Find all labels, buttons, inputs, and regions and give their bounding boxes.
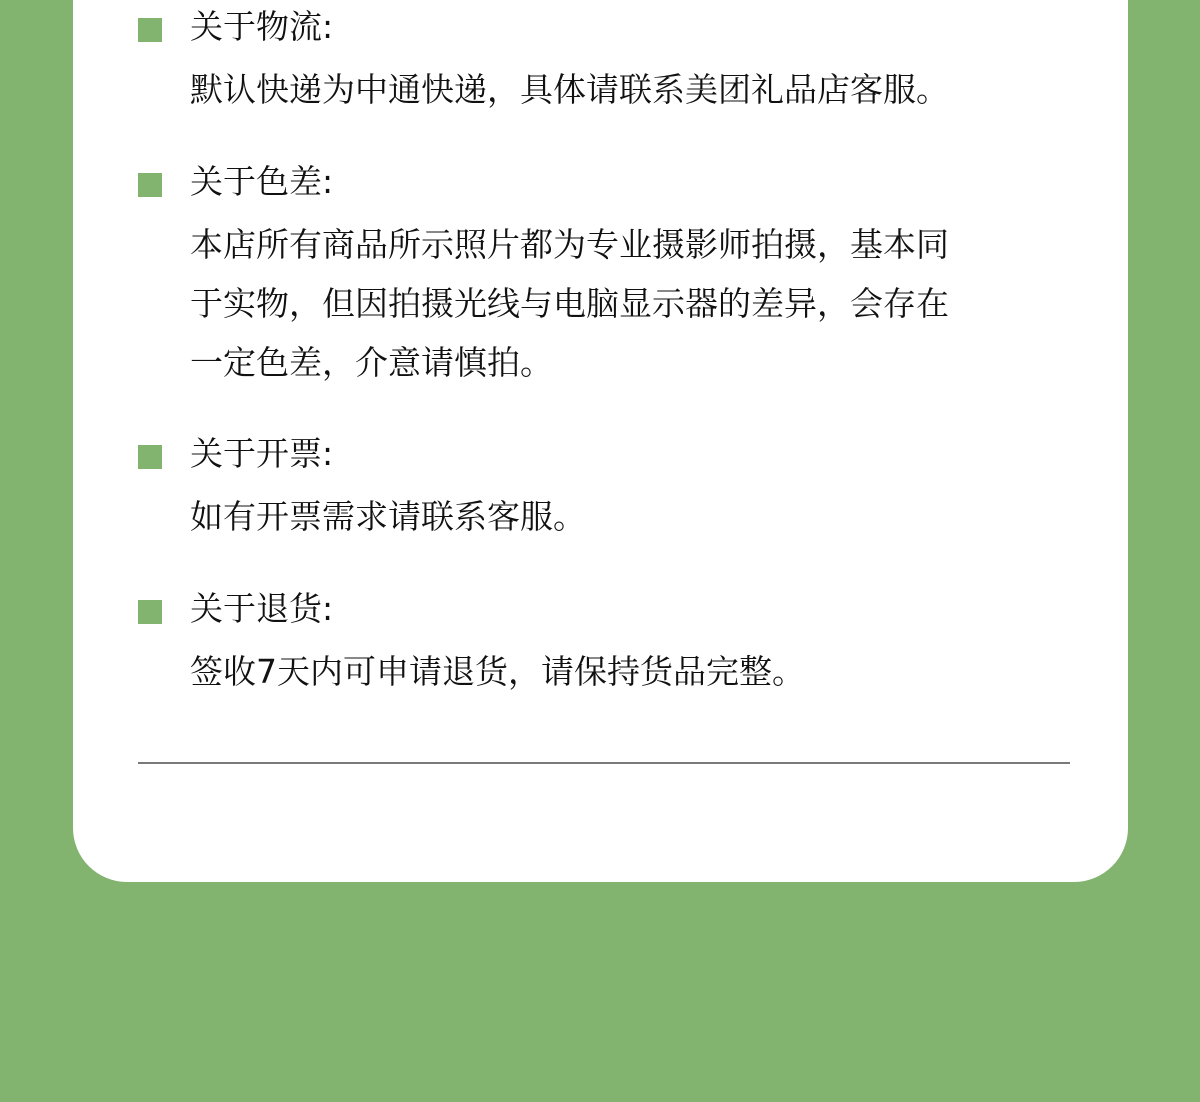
section-logistics	[138, 4, 1078, 119]
body-line: 本店所有商品所示照片都为专业摄影师拍摄，基本同	[190, 225, 949, 264]
section-invoice	[138, 431, 1078, 546]
body-line: 默认快递为中通快递，具体请联系美团礼品店客服。	[190, 70, 949, 109]
section-heading-row	[138, 586, 1078, 632]
body-line: 一定色差，介意请慎拍。	[190, 343, 553, 382]
divider-line	[138, 762, 1070, 764]
section-body	[190, 487, 1050, 546]
square-bullet-icon	[138, 18, 162, 42]
section-body	[190, 60, 1050, 119]
section-heading-row	[138, 431, 1078, 477]
body-line: 签收7天内可申请退货，请保持货品完整。	[190, 652, 805, 691]
section-heading-row	[138, 159, 1078, 205]
section-heading: 关于开票:	[190, 434, 334, 473]
square-bullet-icon	[138, 445, 162, 469]
section-returns	[138, 586, 1078, 701]
body-line: 如有开票需求请联系客服。	[190, 497, 586, 536]
section-heading: 关于退货:	[190, 589, 334, 628]
section-heading: 关于物流:	[190, 7, 334, 46]
square-bullet-icon	[138, 173, 162, 197]
section-body	[190, 642, 1050, 701]
section-heading-row	[138, 4, 1078, 50]
section-color-difference	[138, 159, 1078, 392]
section-heading: 关于色差:	[190, 162, 334, 201]
square-bullet-icon	[138, 600, 162, 624]
body-line: 于实物，但因拍摄光线与电脑显示器的差异，会存在	[190, 284, 949, 323]
section-body	[190, 215, 1050, 392]
